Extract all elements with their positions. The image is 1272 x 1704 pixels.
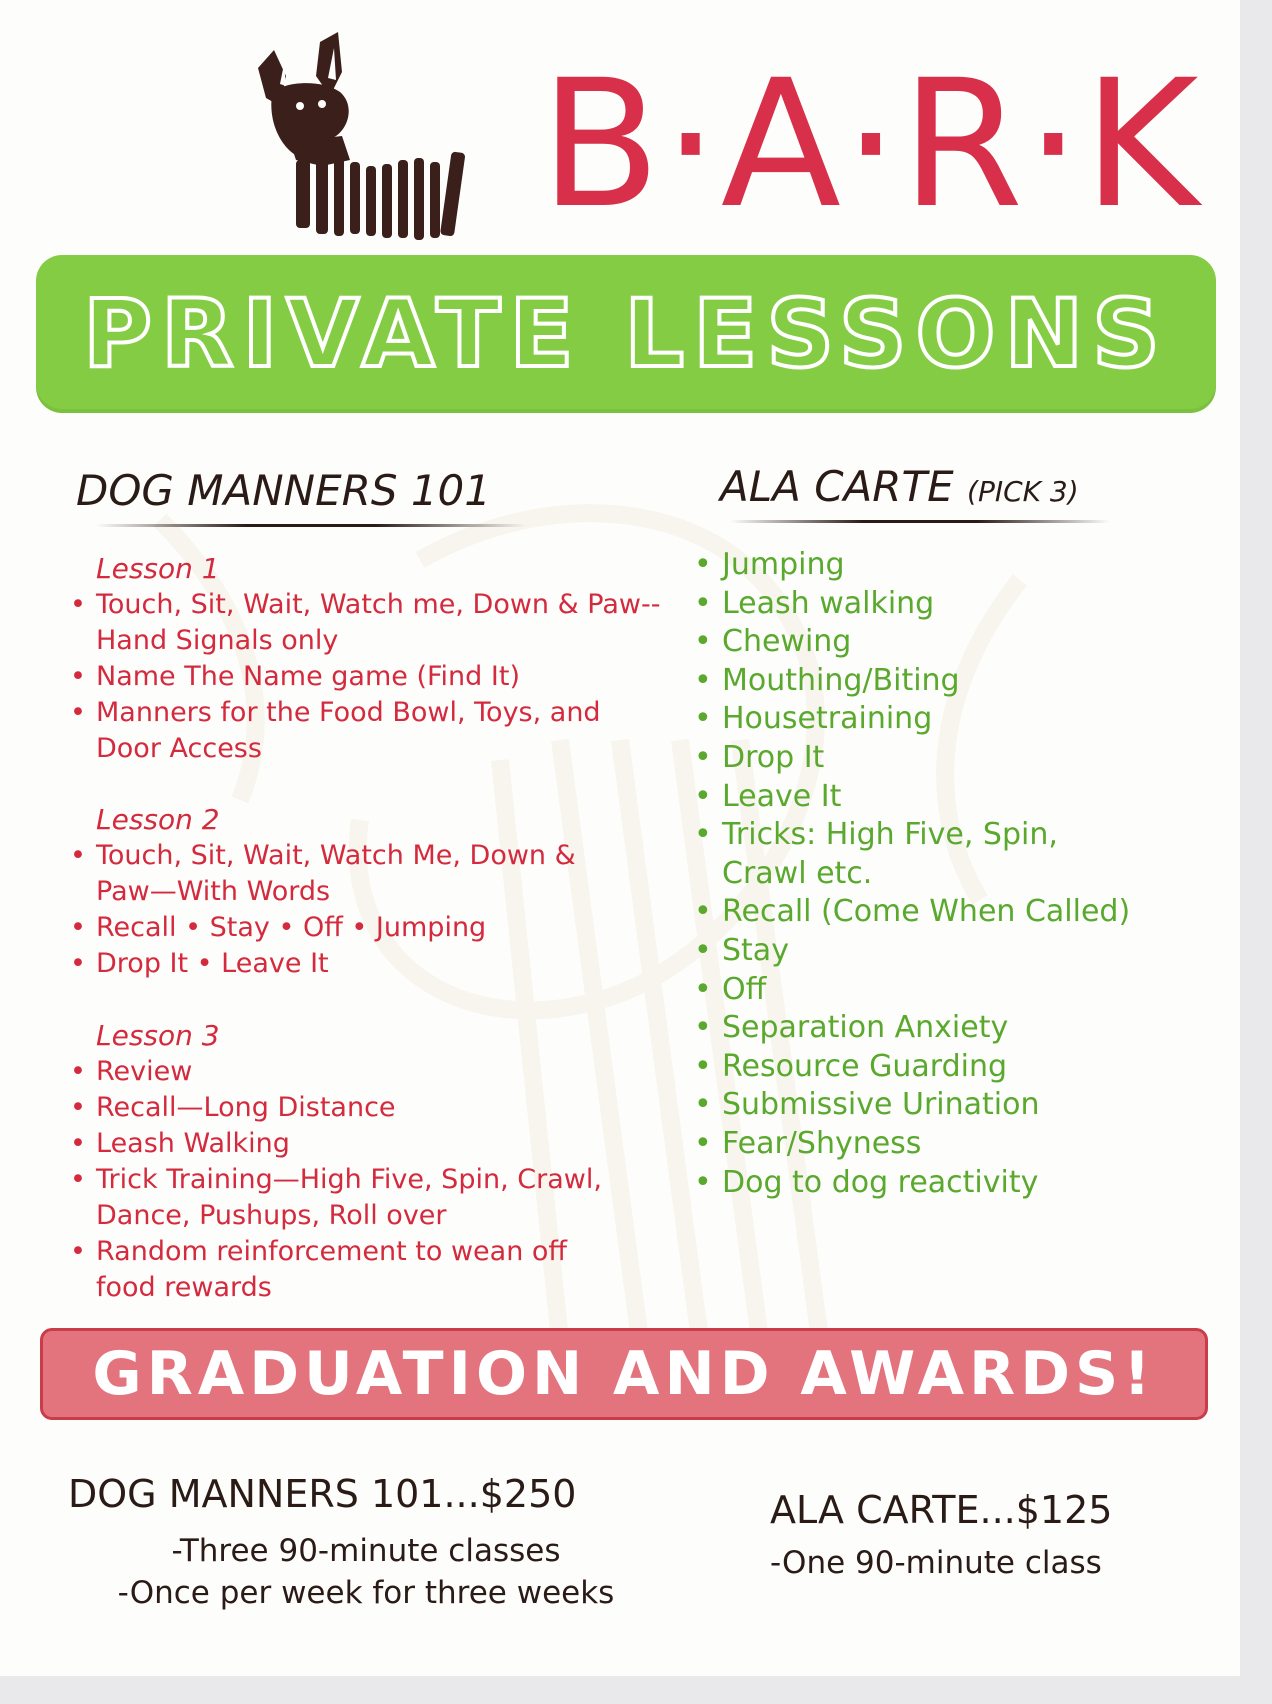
list-item: • Chewing	[694, 623, 1214, 662]
private-lessons-banner	[36, 255, 1216, 413]
lesson-2-list	[70, 838, 630, 982]
list-item: • Drop It	[694, 739, 1214, 778]
list-item: • Separation Anxiety	[694, 1009, 1214, 1048]
banner-title: PRIVATE LESSONS	[83, 279, 1169, 389]
list-item: • Leave It	[694, 778, 1214, 817]
lesson-1-title: Lesson 1	[96, 552, 220, 585]
alacarte-price-details	[770, 1542, 1102, 1584]
list-item: • Trick Training—High Five, Spin, Crawl, Dance, Pushups, Roll over	[70, 1162, 630, 1234]
lesson-1-list	[70, 587, 670, 767]
lesson-3-list	[70, 1054, 630, 1306]
list-item: • Off	[694, 971, 1214, 1010]
list-item: • Submissive Urination	[694, 1086, 1214, 1125]
list-item: • Recall • Stay • Off • Jumping	[70, 910, 630, 946]
left-column-heading: DOG MANNERS 101	[76, 466, 491, 515]
list-item: • Touch, Sit, Wait, Watch Me, Down & Paw—With Words	[70, 838, 630, 910]
manners-price-title: DOG MANNERS 101...$250	[68, 1472, 577, 1516]
list-item: • Mouthing/Biting	[694, 662, 1214, 701]
manners-detail-line: -Once per week for three weeks	[117, 1575, 615, 1611]
list-item: • Leash walking	[694, 585, 1214, 624]
dog-logo-icon	[250, 32, 480, 242]
list-item: • Recall (Come When Called)	[694, 893, 1214, 932]
alacarte-detail-line: -One 90-minute class	[770, 1545, 1102, 1581]
list-item: • Touch, Sit, Wait, Watch me, Down & Paw-- Hand Signals only	[70, 587, 670, 659]
list-item: • Jumping	[694, 546, 1214, 585]
list-item: • Tricks: High Five, Spin, Crawl etc.	[694, 816, 1122, 893]
right-heading-note: (PICK 3)	[967, 475, 1079, 508]
list-item: • Drop It • Leave It	[70, 946, 630, 982]
lesson-2-title: Lesson 2	[96, 803, 220, 836]
brand-name: B·A·R·K	[540, 42, 1201, 247]
list-item: • Manners for the Food Bowl, Toys, and Door Access	[70, 695, 670, 767]
alacarte-price-title: ALA CARTE...$125	[770, 1488, 1113, 1532]
list-item: • Review	[70, 1054, 630, 1090]
list-item: • Name The Name game (Find It)	[70, 659, 670, 695]
right-heading-rule	[730, 520, 1110, 523]
list-item: • Resource Guarding	[694, 1048, 1214, 1087]
ala-carte-list	[694, 546, 1214, 1202]
list-item: • Recall—Long Distance	[70, 1090, 630, 1126]
list-item: • Stay	[694, 932, 1214, 971]
graduation-banner	[40, 1328, 1208, 1420]
manners-detail-line: -Three 90-minute classes	[171, 1533, 561, 1569]
list-item: • Fear/Shyness	[694, 1125, 1214, 1164]
right-heading-text: ALA CARTE	[720, 462, 954, 511]
list-item: • Dog to dog reactivity	[694, 1164, 1214, 1203]
list-item: • Housetraining	[694, 700, 1214, 739]
right-column-heading	[720, 462, 1079, 511]
manners-price-details	[66, 1530, 666, 1614]
list-item: • Leash Walking	[70, 1126, 630, 1162]
list-item: • Random reinforcement to wean off food rewards	[70, 1234, 630, 1306]
left-heading-rule	[96, 524, 526, 527]
graduation-banner-text: GRADUATION AND AWARDS!	[92, 1339, 1156, 1409]
lesson-3-title: Lesson 3	[96, 1019, 220, 1052]
